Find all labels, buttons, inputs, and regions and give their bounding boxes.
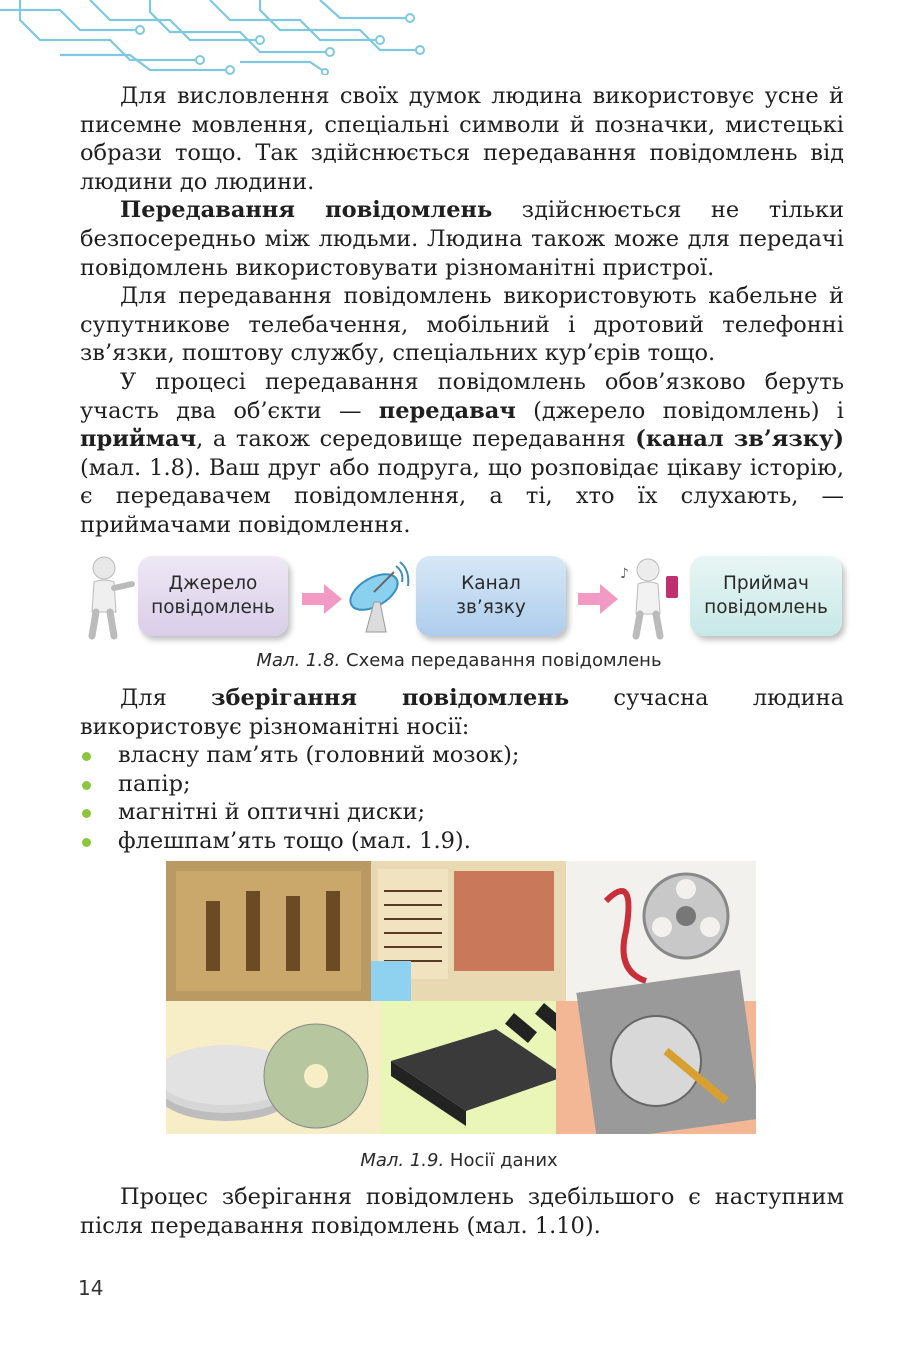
figure-1-9-caption	[0, 1150, 918, 1171]
p4-g: (мал. 1.8). Ваш друг або подруга, що розповідає цікаву історію, є передавачем повідомлення, а ті, хто їх слухають, — приймачами повідомлення.	[80, 454, 844, 538]
storage-media-list	[80, 741, 844, 855]
figure-1-8-caption	[0, 650, 918, 671]
p5-a: Для	[120, 685, 212, 711]
p5-c: сучасна людина використовує різноманітні носії:	[80, 685, 844, 740]
storage-media-collage	[166, 861, 756, 1134]
list-item: флешпам’ять тощо (мал. 1.9).	[80, 827, 844, 856]
list-item: власну пам’ять (головний мозок);	[80, 741, 844, 770]
transmission-diagram	[80, 548, 850, 648]
caption-1-label: Мал. 1.8.	[256, 650, 341, 671]
list-item: магнітні й оптичні диски;	[80, 798, 844, 827]
satellite-dish-icon	[342, 558, 414, 638]
term-message-transmission: Передавання повідомлень	[120, 197, 493, 224]
storage-text	[80, 684, 844, 741]
source-box: Джерело повідомлень	[138, 556, 288, 636]
term-message-storage: зберігання повідомлень	[211, 685, 570, 711]
term-channel: (канал зв’язку)	[635, 426, 844, 453]
circuit-decoration	[0, 0, 430, 75]
paragraph-5	[80, 684, 844, 741]
person-pointing-icon	[80, 554, 136, 640]
intro-text	[80, 82, 844, 540]
paragraph-3: Для передавання повідомлень використовують кабельне й супутникове телебачення, мобільний і дротовий телефонні зв’язки, поштову службу, спеціальних кур’єрів тощо.	[80, 283, 844, 367]
closing-text	[80, 1183, 844, 1240]
term-receiver: приймач	[80, 426, 197, 453]
caption-1-text: Схема передавання повідомлень	[340, 650, 662, 671]
channel-box: Канал зв’язку	[416, 556, 566, 636]
arrow-2	[578, 584, 618, 614]
arrow-1	[302, 584, 342, 614]
p4-e: , а також середовище передавання	[196, 426, 636, 453]
paragraph-1: Для висловлення своїх думок людина використовує усне й писемне мовлення, спеціальні символи й позначки, мистецькі образи тощо. Так здійснюється передавання повідомлень від людини до людини.	[80, 83, 844, 195]
term-transmitter: передавач	[378, 397, 516, 424]
list-item: папір;	[80, 770, 844, 799]
page-number: 14	[78, 1276, 104, 1300]
paragraph-4	[80, 368, 844, 540]
svg-text:♪: ♪	[620, 566, 629, 582]
p4-c: (джерело повідомлень) і	[515, 397, 844, 424]
receiver-box: Приймач повідомлень	[690, 556, 842, 636]
paragraph-2	[80, 196, 844, 282]
caption-2-text: Носії даних	[444, 1150, 558, 1171]
caption-2-label: Мал. 1.9.	[360, 1150, 445, 1171]
person-with-phone-icon	[616, 554, 686, 640]
p4-a: У процесі передавання повідомлень обов’язково беруть участь два об’єкти —	[80, 368, 844, 424]
paragraph-2-rest: здійснюється не тільки безпосередньо між людьми. Людина також може для передачі повідомлень використовувати різноманітні пристрої.	[80, 197, 844, 281]
paragraph-6: Процес зберігання повідомлень здебільшого є наступним після передавання повідомлень (мал. 1.10).	[80, 1184, 844, 1239]
